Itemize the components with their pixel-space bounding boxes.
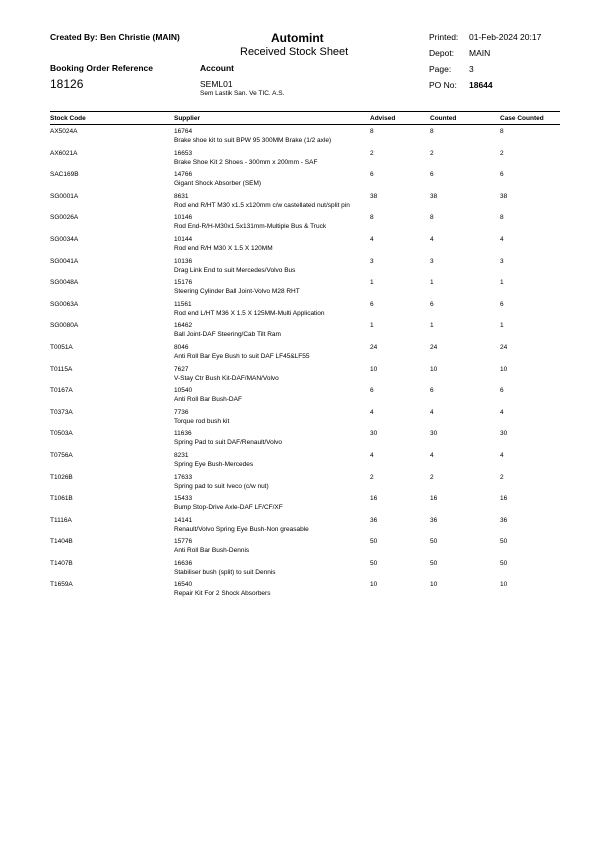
counted-qty: 10 bbox=[430, 365, 438, 373]
supplier-code: 11636 bbox=[174, 430, 192, 438]
stock-code: T0373A bbox=[50, 408, 73, 416]
case-counted-qty: 50 bbox=[500, 559, 508, 567]
counted-qty: 10 bbox=[430, 581, 438, 589]
counted-qty: 30 bbox=[430, 430, 438, 438]
case-counted-qty: 38 bbox=[500, 192, 508, 200]
item-description: Spring pad to suit Iveco (c/w nut) bbox=[174, 482, 269, 490]
stock-code: T1407B bbox=[50, 559, 73, 567]
item-description: Rod end R/HT M30 x1.5 x120mm c/w castellated nut/split pin bbox=[174, 201, 350, 209]
table-row bbox=[50, 171, 560, 193]
item-description: V-Stay Ctr Bush Kit-DAF/MAN/Volvo bbox=[174, 374, 279, 382]
page-title: Received Stock Sheet bbox=[240, 46, 349, 58]
depot-label: Depot: bbox=[429, 48, 455, 58]
stock-code: SG0080A bbox=[50, 322, 79, 330]
supplier-code: 16653 bbox=[174, 149, 193, 157]
case-counted-qty: 2 bbox=[500, 149, 504, 157]
supplier-code: 10540 bbox=[174, 387, 193, 395]
col-advised: Advised bbox=[370, 115, 396, 122]
table-row bbox=[50, 409, 560, 431]
supplier-code: 8231 bbox=[174, 451, 189, 459]
item-description: Drag Link End to suit Mercedes/Volvo Bus bbox=[174, 266, 296, 274]
supplier-code: 7627 bbox=[174, 365, 189, 373]
case-counted-qty: 6 bbox=[500, 171, 504, 179]
table-row bbox=[50, 193, 560, 215]
table-row bbox=[50, 495, 560, 517]
po-number: 18644 bbox=[469, 80, 493, 90]
item-description: Ball Joint-DAF Steering/Cab Tilt Ram bbox=[174, 331, 281, 339]
stock-code: AX6021A bbox=[50, 149, 78, 157]
case-counted-qty: 36 bbox=[500, 516, 508, 524]
stock-code: T0756A bbox=[50, 451, 73, 459]
advised-qty: 4 bbox=[370, 408, 374, 416]
advised-qty: 1 bbox=[370, 279, 374, 287]
supplier-code: 15176 bbox=[174, 279, 193, 287]
counted-qty: 50 bbox=[430, 538, 438, 546]
supplier-code: 11561 bbox=[174, 300, 192, 308]
page-number: 3 bbox=[469, 64, 474, 74]
advised-qty: 4 bbox=[370, 235, 374, 243]
page-label: Page: bbox=[429, 64, 452, 74]
counted-qty: 3 bbox=[430, 257, 434, 265]
item-description: Stabiliser bush (split) to suit Dennis bbox=[174, 568, 276, 576]
counted-qty: 38 bbox=[430, 192, 438, 200]
case-counted-qty: 6 bbox=[500, 387, 504, 395]
table-row bbox=[50, 366, 560, 388]
table-row bbox=[50, 279, 560, 301]
advised-qty: 16 bbox=[370, 495, 378, 503]
stock-code: T1061B bbox=[50, 495, 73, 503]
advised-qty: 3 bbox=[370, 257, 374, 265]
table-row bbox=[50, 430, 560, 452]
advised-qty: 6 bbox=[370, 300, 374, 308]
stock-code: SG0048A bbox=[50, 279, 79, 287]
item-description: Repair Kit For 2 Shock Absorbers bbox=[174, 590, 271, 598]
case-counted-qty: 10 bbox=[500, 581, 508, 589]
counted-qty: 6 bbox=[430, 387, 434, 395]
account-label: Account bbox=[200, 63, 234, 73]
advised-qty: 1 bbox=[370, 322, 374, 330]
table-row bbox=[50, 538, 560, 560]
item-description: Torque rod bush kit bbox=[174, 417, 230, 425]
advised-qty: 8 bbox=[370, 128, 374, 135]
advised-qty: 8 bbox=[370, 214, 374, 222]
table-row bbox=[50, 128, 560, 150]
supplier-code: 8046 bbox=[174, 343, 189, 351]
item-description: Spring Eye Bush-Mercedes bbox=[174, 460, 254, 468]
advised-qty: 10 bbox=[370, 365, 378, 373]
counted-qty: 8 bbox=[430, 128, 434, 135]
table-row bbox=[50, 214, 560, 236]
advised-qty: 50 bbox=[370, 559, 378, 567]
table-row bbox=[50, 452, 560, 474]
col-supplier: Supplier bbox=[174, 115, 201, 122]
supplier-code: 16764 bbox=[174, 128, 193, 135]
supplier-code: 10144 bbox=[174, 235, 193, 243]
printed-label: Printed: bbox=[429, 32, 459, 42]
counted-qty: 6 bbox=[430, 300, 434, 308]
col-stock-code: Stock Code bbox=[50, 115, 86, 122]
table-row bbox=[50, 517, 560, 539]
item-description: Rod end L/HT M36 X 1.5 X 125MM-Multi Application bbox=[174, 309, 325, 317]
counted-qty: 24 bbox=[430, 343, 438, 351]
item-description: Renault/Volvo Spring Eye Bush-Non greasable bbox=[174, 525, 309, 533]
item-description: Rod end R/H M30 X 1.5 X 120MM bbox=[174, 244, 273, 252]
supplier-code: 10136 bbox=[174, 257, 193, 265]
advised-qty: 2 bbox=[370, 473, 374, 481]
case-counted-qty: 4 bbox=[500, 408, 504, 416]
stock-code: T0051A bbox=[50, 343, 73, 351]
supplier-code: 7736 bbox=[174, 408, 189, 416]
case-counted-qty: 3 bbox=[500, 257, 504, 265]
stock-code: SG0063A bbox=[50, 300, 79, 308]
stock-code: SG0041A bbox=[50, 257, 79, 265]
case-counted-qty: 8 bbox=[500, 128, 504, 135]
counted-qty: 4 bbox=[430, 235, 434, 243]
item-description: Brake shoe kit to suit BPW 95 300MM Brake (1/2 axle) bbox=[174, 137, 332, 144]
stock-code: AX5024A bbox=[50, 128, 78, 135]
supplier-code: 10146 bbox=[174, 214, 193, 222]
table-row bbox=[50, 322, 560, 344]
case-counted-qty: 1 bbox=[500, 322, 504, 330]
supplier-code: 14766 bbox=[174, 171, 193, 179]
counted-qty: 2 bbox=[430, 149, 434, 157]
stock-code: SAC169B bbox=[50, 171, 79, 179]
table-row bbox=[50, 387, 560, 409]
counted-qty: 8 bbox=[430, 214, 434, 222]
stock-code: T1404B bbox=[50, 538, 73, 546]
case-counted-qty: 4 bbox=[500, 235, 504, 243]
stock-code: SG0026A bbox=[50, 214, 79, 222]
advised-qty: 30 bbox=[370, 430, 378, 438]
stock-code: T0167A bbox=[50, 387, 73, 395]
item-description: Gigant Shock Absorber (SEM) bbox=[174, 180, 262, 188]
item-description: Anti Roll Bar Bush-Dennis bbox=[174, 547, 250, 555]
item-description: Anti Roll Bar Eye Bush to suit DAF LF45&LF55 bbox=[174, 352, 310, 360]
stock-code: T0115A bbox=[50, 365, 73, 373]
counted-qty: 4 bbox=[430, 408, 434, 416]
advised-qty: 2 bbox=[370, 149, 374, 157]
counted-qty: 2 bbox=[430, 473, 434, 481]
item-description: Anti Roll Bar Bush-DAF bbox=[174, 396, 242, 404]
company-name: Automint bbox=[271, 31, 324, 45]
printed-value: 01-Feb-2024 20:17 bbox=[469, 32, 542, 42]
advised-qty: 6 bbox=[370, 387, 374, 395]
advised-qty: 36 bbox=[370, 516, 378, 524]
supplier-code: 8631 bbox=[174, 192, 189, 200]
case-counted-qty: 30 bbox=[500, 430, 508, 438]
case-counted-qty: 50 bbox=[500, 538, 508, 546]
supplier-code: 16540 bbox=[174, 581, 193, 589]
stock-code: T0503A bbox=[50, 430, 73, 438]
table-row bbox=[50, 150, 560, 172]
advised-qty: 24 bbox=[370, 343, 378, 351]
created-by: Created By: Ben Christie (MAIN) bbox=[50, 32, 180, 42]
item-description: Steering Cylinder Ball Joint-Volvo M28 RHT bbox=[174, 288, 300, 296]
table-row bbox=[50, 301, 560, 323]
supplier-code: 15433 bbox=[174, 495, 193, 503]
table-row bbox=[50, 344, 560, 366]
counted-qty: 1 bbox=[430, 322, 434, 330]
advised-qty: 6 bbox=[370, 171, 374, 179]
case-counted-qty: 10 bbox=[500, 365, 508, 373]
table-row bbox=[50, 258, 560, 280]
stock-code: T1026B bbox=[50, 473, 73, 481]
supplier-code: 16636 bbox=[174, 559, 193, 567]
stock-code: SG0001A bbox=[50, 192, 79, 200]
advised-qty: 4 bbox=[370, 451, 374, 459]
case-counted-qty: 4 bbox=[500, 451, 504, 459]
advised-qty: 10 bbox=[370, 581, 378, 589]
col-counted: Counted bbox=[430, 115, 457, 122]
case-counted-qty: 1 bbox=[500, 279, 504, 287]
item-description: Spring Pad to suit DAF/Renault/Volvo bbox=[174, 439, 283, 447]
counted-qty: 16 bbox=[430, 495, 438, 503]
account-code: SEML01 bbox=[200, 79, 233, 89]
advised-qty: 50 bbox=[370, 538, 378, 546]
case-counted-qty: 2 bbox=[500, 473, 504, 481]
supplier-code: 15776 bbox=[174, 538, 193, 546]
supplier-code: 17633 bbox=[174, 473, 193, 481]
counted-qty: 36 bbox=[430, 516, 438, 524]
depot-value: MAIN bbox=[469, 48, 491, 58]
stock-code: T1659A bbox=[50, 581, 73, 589]
counted-qty: 6 bbox=[430, 171, 434, 179]
header-rule-top bbox=[50, 111, 560, 112]
case-counted-qty: 6 bbox=[500, 300, 504, 308]
booking-ref-value: 18126 bbox=[50, 77, 84, 91]
item-description: Brake Shoe Kit 2 Shoes - 300mm x 200mm - SAF bbox=[174, 158, 318, 166]
counted-qty: 4 bbox=[430, 451, 434, 459]
table-row bbox=[50, 474, 560, 496]
counted-qty: 1 bbox=[430, 279, 434, 287]
case-counted-qty: 16 bbox=[500, 495, 508, 503]
stock-code: T1116A bbox=[50, 516, 72, 524]
supplier-code: 14141 bbox=[174, 516, 193, 524]
supplier-code: 16462 bbox=[174, 322, 193, 330]
stock-code: SG0034A bbox=[50, 235, 79, 243]
header-rule-bottom bbox=[50, 124, 560, 125]
case-counted-qty: 24 bbox=[500, 343, 508, 351]
col-case-counted: Case Counted bbox=[500, 115, 544, 122]
item-description: Rod End-R/H-M30x1.5x131mm-Multiple Bus & Truck bbox=[174, 223, 327, 231]
booking-ref-label: Booking Order Reference bbox=[50, 63, 153, 73]
po-label: PO No: bbox=[429, 80, 457, 90]
table-row bbox=[50, 560, 560, 582]
counted-qty: 50 bbox=[430, 559, 438, 567]
account-name: Sem Lastik San. Ve TIC. A.S. bbox=[200, 90, 285, 97]
table-row bbox=[50, 581, 560, 603]
case-counted-qty: 8 bbox=[500, 214, 504, 222]
advised-qty: 38 bbox=[370, 192, 378, 200]
table-row bbox=[50, 236, 560, 258]
stock-table bbox=[50, 128, 560, 603]
item-description: Bump Stop-Drive Axle-DAF LF/CF/XF bbox=[174, 504, 283, 512]
